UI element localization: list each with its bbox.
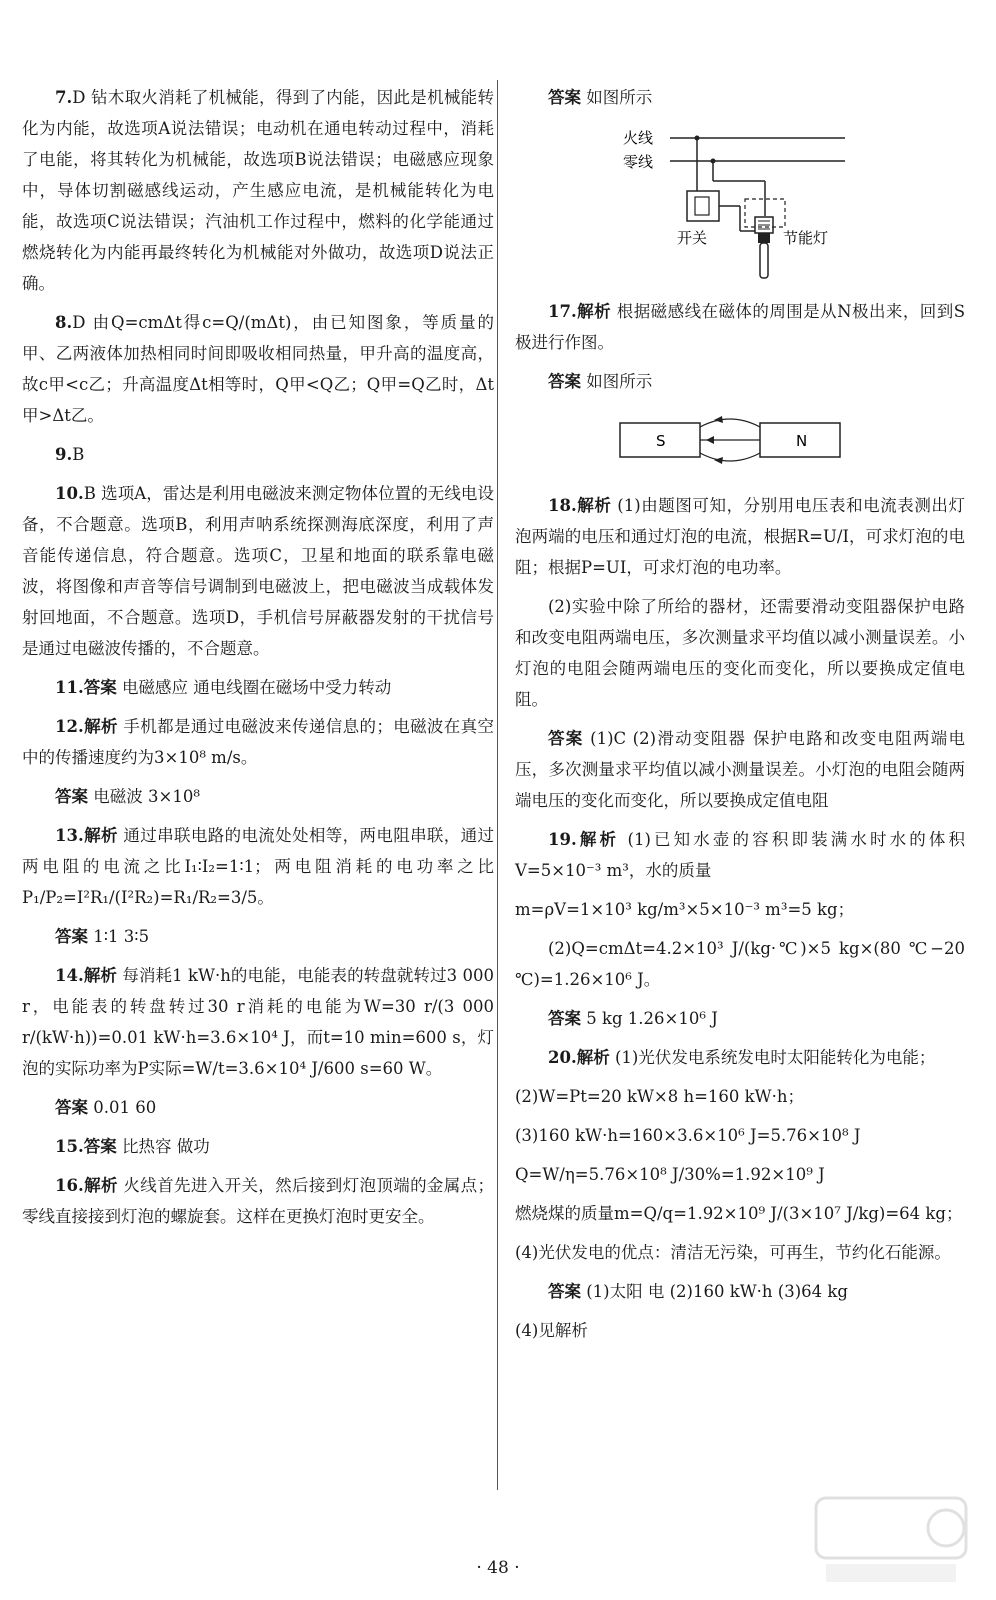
analysis-19: 19.解析 (1)已知水壶的容积即装满水时水的体积V=5×10⁻³ m³，水的质量 [515,830,966,880]
analysis-17: 17.解析 根据磁感线在磁体的周围是从N极出来，回到S极进行作图。 [515,302,966,352]
analysis-19-mass: m=ρV=1×10³ kg/m³×5×10⁻³ m³=5 kg； [515,900,855,919]
analysis-20-coal: 燃烧煤的质量m=Q/q=1.92×10⁹ J/(3×10⁷ J/kg)=64 kg； [515,1204,963,1223]
answer-15: 15.答案 比热容 做功 [55,1137,210,1156]
analysis-18-part2: (2)实验中除了所给的器材，还需要滑动变阻器保护电路和改变电阻两端电压，多次测量求平均值以减小测量误差。小灯泡的电阻会随两端电压的变化而变化，所以要换成定值电阻。 [515,597,965,709]
analysis-12: 12.解析 手机都是通过电磁波来传递信息的；电磁波在真空中的传播速度约为3×10⁸ m/s。 [22,717,495,767]
lamp-base [758,233,770,243]
answer-7: 7.D 钻木取火消耗了机械能，得到了内能，因此是机械能转化为内能，故选项A说法错误；电动机在通电转动过程中，消耗了电能，将其转化为机械能，故选项B说法错误；电磁感应现象中，导体切割磁感线运动，产生感应电流，是机械能转化为电能，故选项C说法错误；汽油机工作过程中，燃料的化学能通过燃烧转化为内能再最终转化为机械能对外做功，故选项D说法正确。 [22,88,494,293]
analysis-20-work: (2)W=Pt=20 kW×8 h=160 kW·h； [515,1087,804,1106]
analysis-20-energy: (3)160 kW·h=160×3.6×10⁶ J=5.76×10⁸ J [515,1126,861,1145]
answer-11: 11.答案 电磁感应 通电线圈在磁场中受力转动 [55,678,392,697]
magnet-diagram [515,405,965,480]
answer-19: 答案 5 kg 1.26×10⁶ J [548,1009,718,1028]
answer-17: 答案 如图所示 [548,372,653,391]
answer-18: 答案 (1)C (2)滑动变阻器 保护电路和改变电阻两端电压，多次测量求平均值以减小测量误差。小灯泡的电阻会随两端电压的变化而变化，所以要换成定值电阻 [515,729,966,810]
answer-8: 8.D 由Q=cmΔt得c=Q/(mΔt)，由已知图象，等质量的甲、乙两液体加热相同时间即吸收相同热量，甲升高的温度高，故c甲<c乙；升高温度Δt相等时，Q甲<Q乙；Q甲=Q乙时，Δt甲>Δt乙。 [22,313,494,425]
answer-14: 答案 0.01 60 [55,1098,157,1117]
circuit-diagram [515,121,965,286]
analysis-13: 13.解析 通过串联电路的电流处处相等，两电阻串联，通过两电阻的电流之比I₁∶I₂=1∶1；两电阻消耗的电功率之比P₁/P₂=I²R₁/(I²R₂)=R₁/R₂=3/5。 [22,826,495,907]
left-column [22,82,494,1240]
neutral-wire-label: 零线 [623,153,654,171]
answer-16: 答案 如图所示 [548,88,653,107]
s-pole-label: S [656,432,666,450]
answer-12: 答案 电磁波 3×10⁸ [55,787,200,806]
analysis-14: 14.解析 每消耗1 kW·h的电能，电能表的转盘就转过3 000 r，电能表的转盘转过30 r消耗的电能为W=30 r/(3 000 r/(kW·h))=0.01 kW·h=3.6×10⁴ J，而t=10 min=600 s，灯泡的实际功率为P实际=W/t=3.6×10⁴ J/600 s=60 W。 [22,966,495,1078]
column-divider [497,80,498,1490]
analysis-20: 20.解析 (1)光伏发电系统发电时太阳能转化为电能； [548,1048,936,1067]
energy-saving-lamp-tube [760,243,768,278]
page-number: · 48 · [476,1558,520,1578]
switch-label: 开关 [677,229,708,247]
circuit-svg [615,121,945,286]
analysis-16: 16.解析 火线首先进入开关，然后接到灯泡顶端的金属点；零线直接接到灯泡的螺旋套。这样在更换灯泡时更安全。 [22,1176,495,1226]
analysis-18: 18.解析 (1)由题图可知，分别用电压表和电流表测出灯泡两端的电压和通过灯泡的电流，根据R=U/I，可求灯泡的电阻；根据P=UI，可求灯泡的电功率。 [515,496,966,577]
analysis-19-heat: (2)Q=cmΔt=4.2×10³ J/(kg·℃)×5 kg×(80 ℃−20 ℃)=1.26×10⁶ J。 [515,939,965,989]
lamp-label: 节能灯 [783,229,829,247]
analysis-20-advantage: (4)光伏发电的优点：清洁无污染，可再生，节约化石能源。 [515,1243,951,1262]
answer-9: 9.B [55,445,85,464]
magnet-svg [610,405,860,477]
answer-20-part4: (4)见解析 [515,1321,588,1340]
answer-20: 答案 (1)太阳 电 (2)160 kW·h (3)64 kg [548,1282,848,1301]
answer-13: 答案 1∶1 3∶5 [55,927,150,946]
right-column [515,82,965,1354]
live-wire-label: 火线 [623,129,654,147]
n-pole-label: N [796,432,808,450]
watermark-logo [806,1488,976,1588]
analysis-20-heat: Q=W/η=5.76×10⁸ J/30%=1.92×10⁹ J [515,1165,825,1184]
switch-box [687,191,719,221]
answer-10: 10.B 选项A，雷达是利用电磁波来测定物体位置的无线电设备，不合题意。选项B，利用声呐系统探测海底深度，利用了声音能传递信息，符合题意。选项C，卫星和地面的联系靠电磁波，将图像和声音等信号调制到电磁波上，把电磁波当成载体发射回地面，不合题意。选项D，手机信号屏蔽器发射的干扰信号是通过电磁波传播的，不合题意。 [22,484,494,658]
